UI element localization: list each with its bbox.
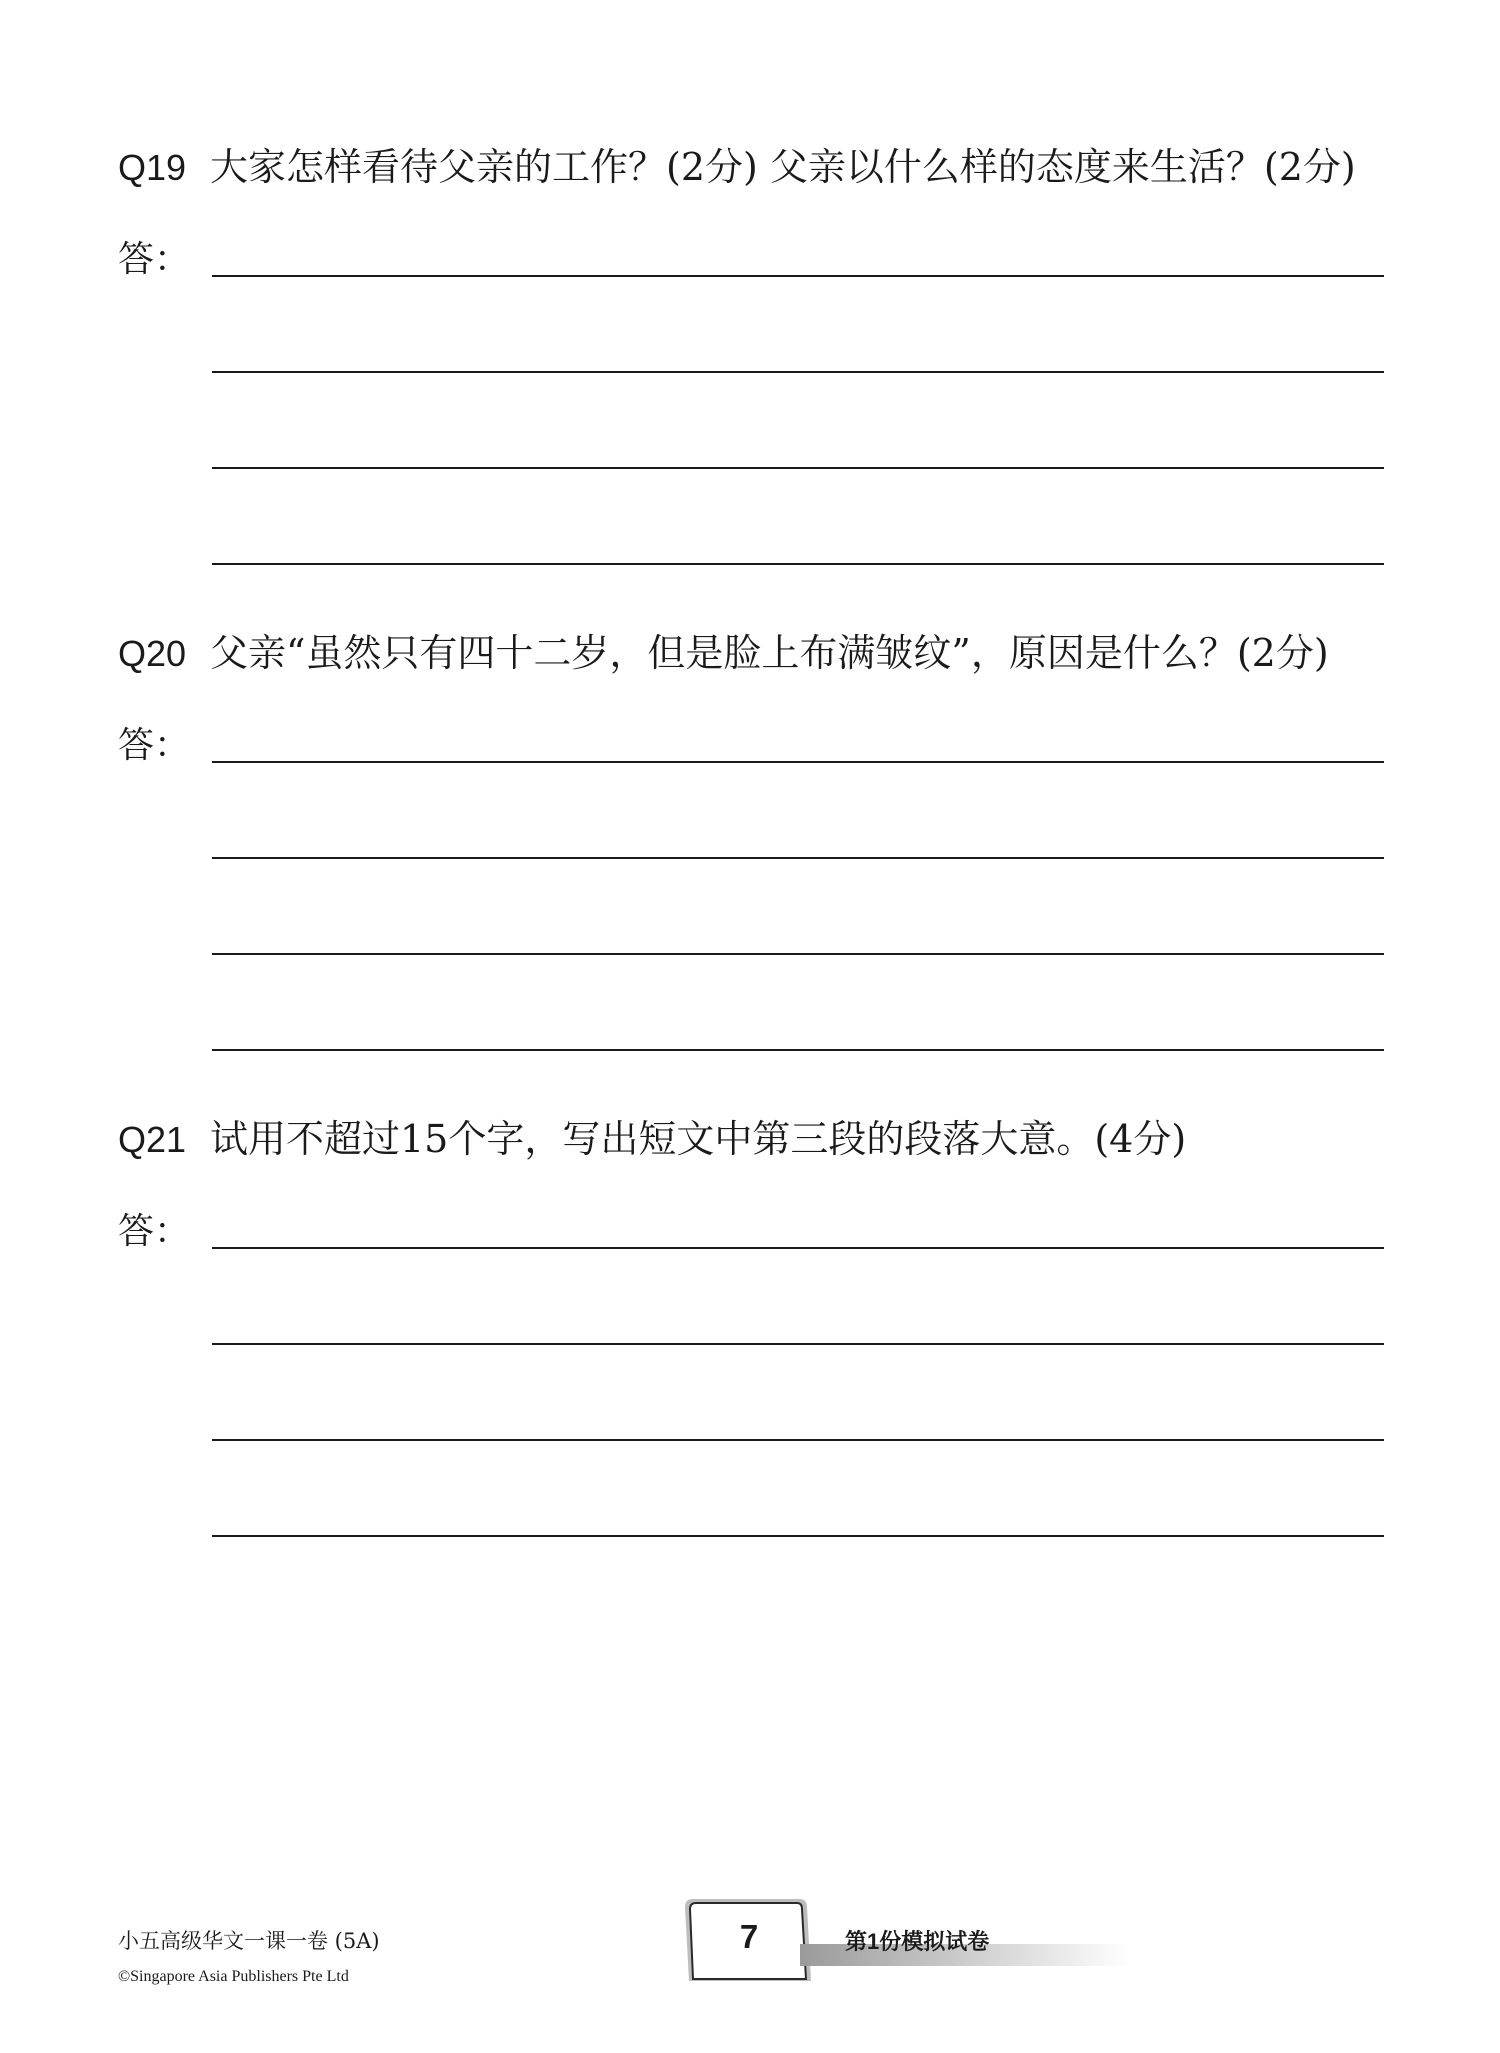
question-number: Q19 [118, 147, 187, 188]
question-text: 大家怎样看待父亲的工作？(2分) 父亲以什么样的态度来生活？(2分) [210, 145, 1356, 189]
answer-line [212, 371, 1384, 373]
answer-line [212, 275, 1384, 277]
question-20 [118, 631, 1329, 675]
question-19 [118, 145, 1356, 189]
answer-label: 答： [118, 239, 191, 280]
answer-line [212, 1439, 1384, 1441]
book-title: 小五高级华文一课一卷 (5A) [118, 1929, 380, 1953]
answer-line [212, 563, 1384, 565]
question-21 [118, 1117, 1187, 1161]
answer-line [212, 857, 1384, 859]
answer-line [212, 1535, 1384, 1537]
answer-label: 答： [118, 725, 191, 766]
answer-label: 答： [118, 1211, 191, 1252]
answer-line [212, 1343, 1384, 1345]
paper-label: 第1份模拟试卷 [845, 1929, 990, 1954]
answer-line [212, 467, 1384, 469]
copyright-notice: ©Singapore Asia Publishers Pte Ltd [118, 1968, 349, 1985]
answer-line [212, 761, 1384, 763]
question-number: Q20 [118, 633, 187, 674]
answer-line [212, 1049, 1384, 1051]
answer-line [212, 1247, 1384, 1249]
answer-line [212, 953, 1384, 955]
question-number: Q21 [118, 1119, 187, 1160]
question-text: 试用不超过15个字，写出短文中第三段的段落大意。(4分) [210, 1117, 1187, 1161]
question-text: 父亲“虽然只有四十二岁，但是脸上布满皱纹”，原因是什么？(2分) [210, 631, 1329, 675]
page-number: 7 [739, 1918, 759, 1955]
